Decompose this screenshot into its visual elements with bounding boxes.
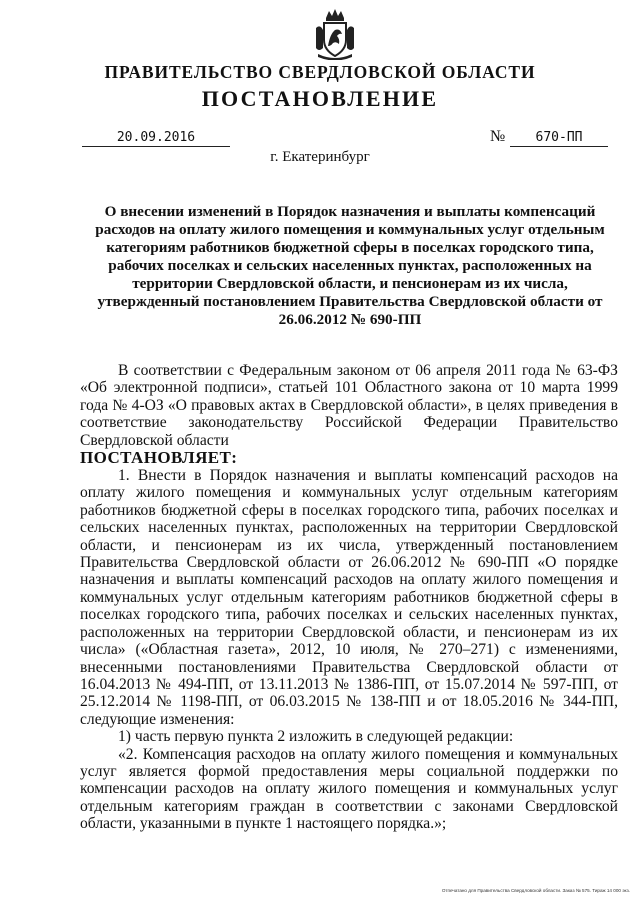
document-date: 20.09.2016	[82, 130, 230, 147]
coat-of-arms-icon	[312, 8, 358, 60]
item-1-paragraph: 1. Внести в Порядок назначения и выплаты компенсаций расходов на оплату жилого помещения и коммунальных услуг отдельным категориям работников бюджетной сферы в поселках городского типа, рабочих поселках и сельских населенных пунктах, расположенных на территории Свердловской области, и пенсионерам из их числа, утвержденный постановлением Правительства Свердловской области от 26.06.2012 № 690-ПП «О порядке назначения и выплаты компенсаций расходов на оплату жилого помещения и коммунальных услуг отдельным категориям работников бюджетной сферы в поселках городского типа, рабочих поселках и сельских населенных пунктах, расположенных на территории Свердловской области, и пенсионерам из их числа» («Областная газета», 2012, 10 июля, № 270–271) с изменениями, внесенными постановлениями Правительства Свердловской области от 16.04.2013 № 494-ПП, от 13.11.2013 № 1386-ПП, от 15.07.2014 № 597-ПП, от 25.12.2014 № 1198-ПП, от 06.03.2015 № 138-ПП и от 18.05.2016 № 344-ПП, следующие изменения:	[80, 467, 618, 728]
number-label: №	[490, 128, 506, 145]
document-number: 670-ПП	[510, 130, 608, 147]
quoted-paragraph: «2. Компенсация расходов на оплату жилого помещения и коммунальных услуг является формой предоставления меры социальной поддержки по компенсации расходов на оплату жилого помещения и коммунальных услуг отдельным категориям граждан в соответствии с законами Свердловской области, указанными в пункте 1 настоящего порядка.»;	[80, 745, 618, 833]
print-footer: Отпечатано для Правительства Свердловской области. Заказ № 575. Тираж 14 000 экз.	[441, 888, 630, 893]
subitem-1-paragraph: 1) часть первую пункта 2 изложить в следующей редакции:	[118, 728, 514, 746]
government-title: ПРАВИТЕЛЬСТВО СВЕРДЛОВСКОЙ ОБЛАСТИ	[104, 62, 536, 82]
document-type: ПОСТАНОВЛЕНИЕ	[201, 86, 439, 111]
document-body	[80, 362, 618, 833]
document-heading: О внесении изменений в Порядок назначения и выплаты компенсаций расходов на оплату жилого помещения и коммунальных услуг отдельным категориям работников бюджетной сферы в поселках городского типа, рабочих поселках и сельских населенных пунктах, расположенных на территории Свердловской области, и пенсионерам из их числа, утвержденный постановлением Правительства Свердловской области от 26.06.2012 № 690-ПП	[95, 203, 605, 328]
city: г. Екатеринбург	[270, 149, 370, 165]
preamble-paragraph: В соответствии с Федеральным законом от 06 апреля 2011 года № 63-ФЗ «Об электронной подписи», статьей 101 Областного закона от 10 марта 1999 года № 4-ОЗ «О правовых актах в Свердловской области», в целях приведения в соответствие законодательству Российской Федерации Правительство Свердловской области	[80, 362, 618, 449]
decree-word: ПОСТАНОВЛЯЕТ:	[80, 448, 238, 468]
